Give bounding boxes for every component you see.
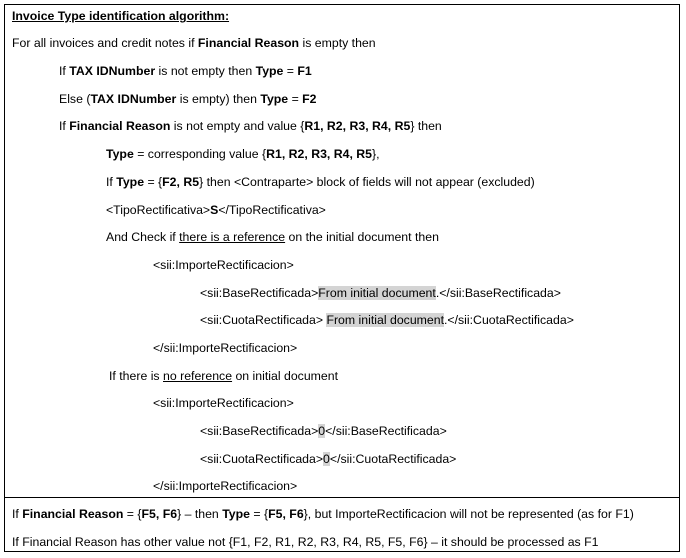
section-divider bbox=[4, 497, 680, 498]
xml-line-16: <sii:CuotaRectificada>0</sii:CuotaRectificada> bbox=[200, 452, 457, 466]
rule-line-18: If Financial Reason = {F5, F6} – then Type = {F5, F6}, but ImporteRectificacion will not be represented (as for F1) bbox=[12, 507, 634, 521]
xml-line-9: <sii:ImporteRectificacion> bbox=[153, 258, 294, 272]
xml-line-11: <sii:CuotaRectificada> From initial document.</sii:CuotaRectificada> bbox=[200, 313, 574, 327]
document-title: Invoice Type identification algorithm: bbox=[12, 9, 230, 23]
rule-line-3: Else (TAX IDNumber is empty) then Type = F2 bbox=[59, 92, 317, 106]
xml-line-17: </sii:ImporteRectificacion> bbox=[153, 479, 298, 493]
xml-line-14: <sii:ImporteRectificacion> bbox=[153, 396, 294, 410]
rule-line-6: If Type = {F2, R5} then <Contraparte> block of fields will not appear (excluded) bbox=[106, 175, 535, 189]
rule-line-1: For all invoices and credit notes if Financial Reason is empty then bbox=[12, 36, 376, 50]
xml-line-15: <sii:BaseRectificada>0</sii:BaseRectificada> bbox=[200, 424, 447, 438]
rule-line-5: Type = corresponding value {R1, R2, R3, R4, R5}, bbox=[106, 147, 380, 161]
rule-line-19: If Financial Reason has other value not {F1, F2, R1, R2, R3, R4, R5, F5, F6} – it should be processed as F1 bbox=[12, 535, 599, 549]
rule-line-4: If Financial Reason is not empty and value {R1, R2, R3, R4, R5} then bbox=[59, 119, 442, 133]
xml-line-10: <sii:BaseRectificada>From initial document.</sii:BaseRectificada> bbox=[200, 286, 561, 300]
rule-line-2: If TAX IDNumber is not empty then Type = F1 bbox=[59, 64, 312, 78]
xml-line-12: </sii:ImporteRectificacion> bbox=[153, 341, 298, 355]
rule-line-13: If there is no reference on initial document bbox=[109, 369, 338, 383]
rule-line-7: <TipoRectificativa>S</TipoRectificativa> bbox=[106, 203, 326, 217]
document-border bbox=[4, 4, 680, 552]
rule-line-8: And Check if there is a reference on the initial document then bbox=[106, 230, 439, 244]
